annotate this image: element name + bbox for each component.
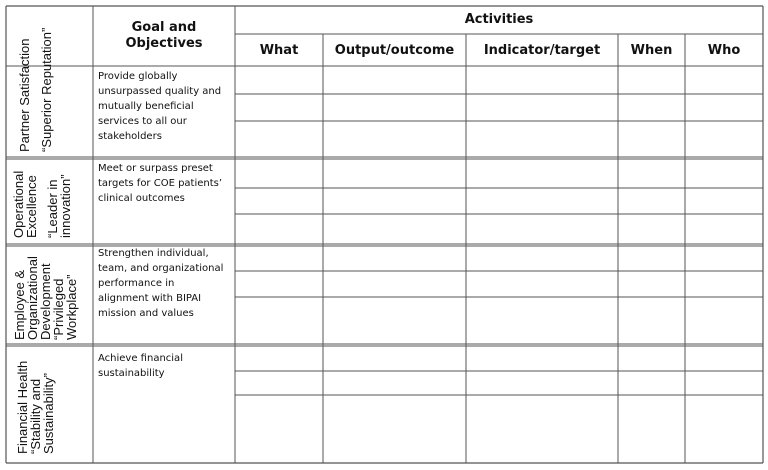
objective-line: targets for COE patients’ bbox=[98, 178, 223, 189]
column-header-indicator-target: Indicator/target bbox=[483, 42, 601, 58]
column-header-what: What bbox=[259, 42, 299, 58]
category-line: “Superior Reputation” bbox=[39, 27, 54, 152]
objective-line: alignment with BIPAI bbox=[98, 293, 202, 304]
category-line: Development bbox=[38, 263, 53, 340]
objective-line: mission and values bbox=[98, 308, 194, 319]
objective-financial-health bbox=[93, 349, 235, 409]
category-employee-development bbox=[13, 256, 78, 340]
category-operational-excellence bbox=[12, 171, 72, 238]
category-line: Financial Health bbox=[15, 360, 30, 454]
objective-employee-development bbox=[93, 244, 235, 344]
objective-line: mutually beneficial bbox=[98, 101, 194, 112]
objective-line: performance in bbox=[98, 278, 175, 289]
objective-line: unsurpassed quality and bbox=[98, 86, 222, 97]
goal-objectives-header bbox=[93, 6, 235, 66]
category-partner-satisfaction bbox=[18, 28, 53, 152]
objective-line: sustainability bbox=[98, 368, 165, 379]
category-line: Sustainability” bbox=[41, 373, 56, 454]
objective-line: stakeholders bbox=[98, 131, 162, 142]
category-line: Operational bbox=[11, 170, 26, 238]
category-line: Workplace” bbox=[64, 274, 79, 340]
column-header-when: When bbox=[630, 42, 673, 58]
objective-operational-excellence bbox=[93, 159, 235, 244]
objective-line: services to all our bbox=[98, 116, 187, 127]
activities-header: Activities bbox=[464, 12, 534, 27]
category-financial-health bbox=[16, 361, 55, 454]
objective-line: Meet or surpass preset bbox=[98, 163, 213, 174]
objective-partner-satisfaction bbox=[93, 67, 235, 157]
category-line: Employee & bbox=[12, 269, 27, 340]
objective-line: Achieve financial bbox=[98, 353, 183, 364]
category-line: Partner Satisfaction bbox=[17, 38, 32, 152]
objective-line: Provide globally bbox=[98, 71, 178, 82]
goal-header-line2: Objectives bbox=[125, 36, 203, 51]
objective-line: clinical outcomes bbox=[98, 193, 185, 204]
category-line: Organizational bbox=[25, 256, 40, 340]
category-line: Excellence bbox=[24, 175, 39, 238]
column-header-output-outcome: Output/outcome bbox=[334, 42, 455, 58]
category-line: innovation” bbox=[58, 174, 73, 238]
category-line: “Privileged bbox=[51, 278, 66, 340]
category-line: “Leader in bbox=[45, 179, 60, 238]
goal-header-line1: Goal and bbox=[131, 20, 197, 35]
category-line: “Stability and bbox=[28, 378, 43, 454]
column-header-who: Who bbox=[707, 42, 741, 58]
objective-line: Strengthen individual, bbox=[98, 248, 209, 259]
objective-line: team, and organizational bbox=[98, 263, 224, 274]
